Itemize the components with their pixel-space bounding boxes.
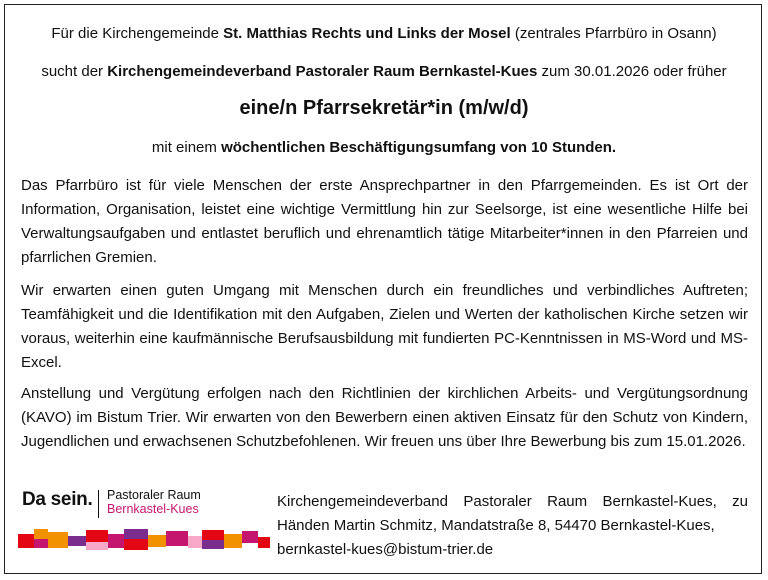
parish-name: St. Matthias Rechts und Links der Mosel	[223, 25, 511, 42]
hours-line	[0, 139, 768, 156]
contact-email: bernkastel-kues@bistum-trier.de	[277, 541, 494, 558]
paragraph-requirements: Wir erwarten einen guten Umgang mit Menschen durch ein freundliches und verbindliches Auftreten; Teamfähigkeit und die Identifikation mit den Aufgaben, Zielen und Werten der katholischen Kirche setzen wir voraus, weiterhin eine kaufmännische Berufsausbildung mit fundierten PC-Kenntnissen in MS-Word und MS-Excel.	[21, 282, 748, 371]
employer-line	[0, 63, 768, 80]
employer-prefix: sucht der	[41, 63, 108, 80]
contact-address: Kirchengemeindeverband Pastoraler Raum Bernkastel-Kues, zu Händen Martin Schmitz, Mandatstraße 8, 54470 Bernkastel-Kues,	[277, 493, 748, 534]
hours-amount: wöchentlichen Beschäftigungsumfang von 10 Stunden.	[221, 139, 617, 156]
logo-color-stripes	[18, 526, 270, 556]
paragraph-office: Das Pfarrbüro ist für viele Menschen der erste Ansprechpartner in den Pfarrgemeinden. Es ist Ort der Information, Organisation, leistet eine wichtige Vermittlung hin zur Seelsorge, ist eine wesentliche Hilfe bei Verwaltungsaufgaben und entlastet beruflich und ehrenamtlich tätige Mitarbeiter*innen in den Pfarreien und pfarrlichen Gremien.	[21, 177, 748, 266]
contact-block	[277, 490, 748, 562]
logo-slogan: Da sein.	[22, 489, 93, 510]
start-date: zum 30.01.2026 oder früher	[537, 63, 727, 80]
intro-text: Für die Kirchengemeinde	[51, 25, 224, 42]
logo-divider	[98, 490, 99, 518]
logo-line-1: Pastoraler Raum	[107, 488, 201, 502]
intro-line	[0, 25, 768, 42]
employer-name: Kirchengemeindeverband Pastoraler Raum Bernkastel-Kues	[107, 63, 538, 80]
job-title: eine/n Pfarrsekretär*in (m/w/d)	[239, 97, 529, 119]
pastoral-logo	[18, 484, 270, 556]
logo-line-2: Bernkastel-Kues	[107, 502, 199, 516]
hours-prefix: mit einem	[151, 139, 222, 156]
paragraph-employment: Anstellung und Vergütung erfolgen nach den Richtlinien der kirchlichen Arbeits- und Vergütungsordnung (KAVO) im Bistum Trier. Wir erwarten von den Bewerbern einen aktiven Einsatz für den Schutz von Kindern, Jugendlichen und erwachsenen Schutzbefohlenen. Wir freuen uns über Ihre Bewerbung bis zum 15.01.2026.	[21, 385, 748, 450]
parish-note: (zentrales Pfarrbüro in Osann)	[510, 25, 717, 42]
